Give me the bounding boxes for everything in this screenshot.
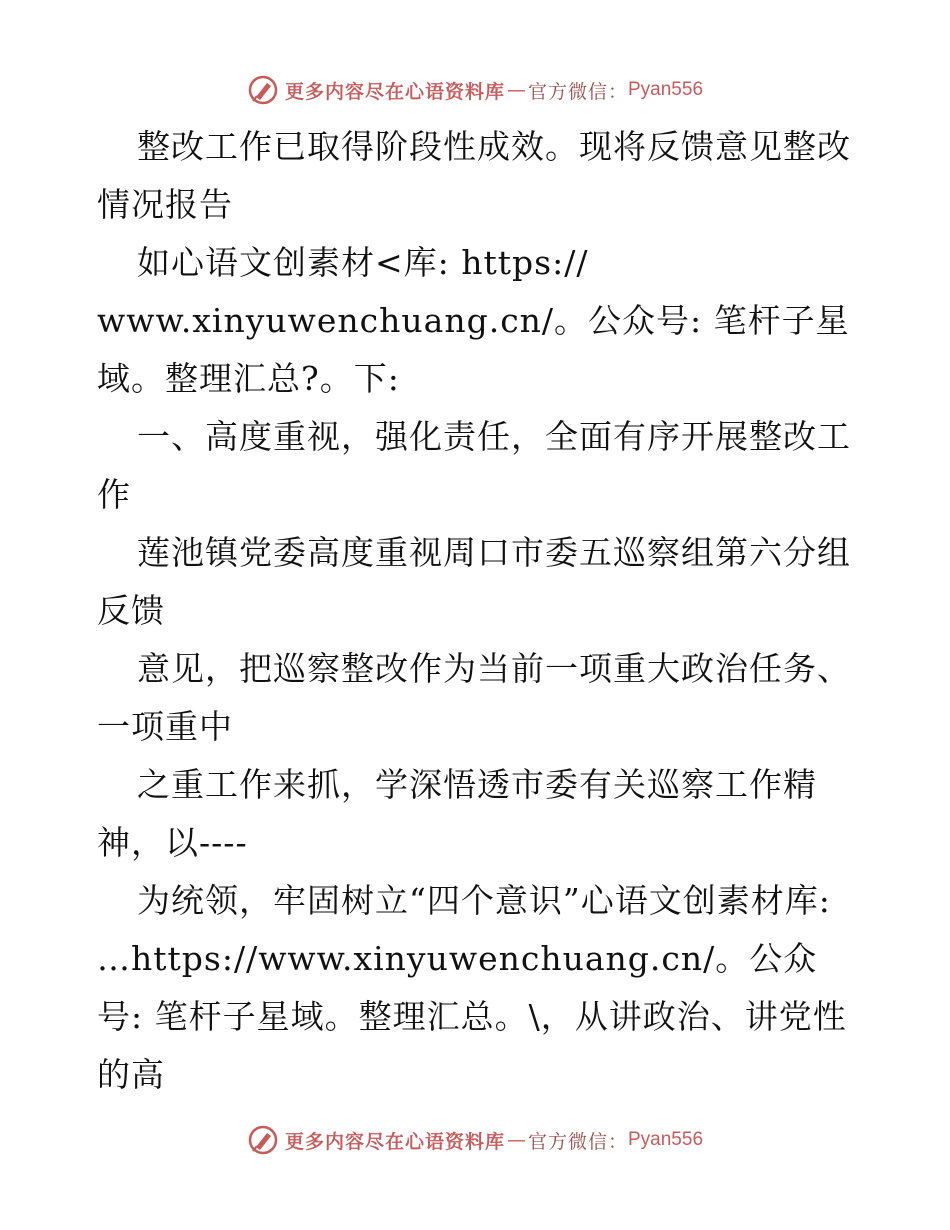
paragraph-2: 如心语文创素材<库: https:// (137, 243, 589, 282)
paragraph-8: 为统领，牢固树立“四个意识”心语文创素材库: …https://www.xinyuwenchuang.cn/。公众号: 笔杆子星域。整理汇总。\，从讲政治、讲党性的高 (97, 881, 847, 1094)
watermark-brand: 更多内容尽在心语资料库 (284, 1130, 505, 1153)
paragraph-5: 莲池镇党委高度重视周口市委五巡察组第六分组反馈 (97, 533, 851, 630)
watermark-official-label: 官方微信： (527, 80, 628, 103)
watermark-dash: — (506, 1129, 526, 1151)
watermark-wechat-id: Pyan556 (628, 1129, 704, 1150)
watermark-official-label: 官方微信： (527, 1130, 628, 1153)
paragraph-1: 整改工作已取得阶段性成效。现将反馈意见整改情况报告 (97, 127, 851, 224)
pen-nib-logo-icon (247, 1124, 279, 1156)
watermark-dash: — (506, 79, 526, 101)
paragraph-7: 之重工作来抓，学深悟透市委有关巡察工作精神，以---- (97, 765, 817, 862)
paragraph-3: www.xinyuwenchuang.cn/。公众号: 笔杆子星域。整理汇总?。下: (97, 301, 850, 398)
pen-nib-logo-icon (247, 74, 279, 106)
document-body (97, 118, 857, 1104)
paragraph-4: 一、高度重视，强化责任，全面有序开展整改工作 (97, 417, 851, 514)
watermark-wechat-id: Pyan556 (628, 79, 704, 100)
header-watermark (0, 70, 950, 110)
watermark-brand: 更多内容尽在心语资料库 (284, 80, 505, 103)
paragraph-6: 意见，把巡察整改作为当前一项重大政治任务、一项重中 (97, 649, 851, 746)
footer-watermark (0, 1120, 950, 1160)
